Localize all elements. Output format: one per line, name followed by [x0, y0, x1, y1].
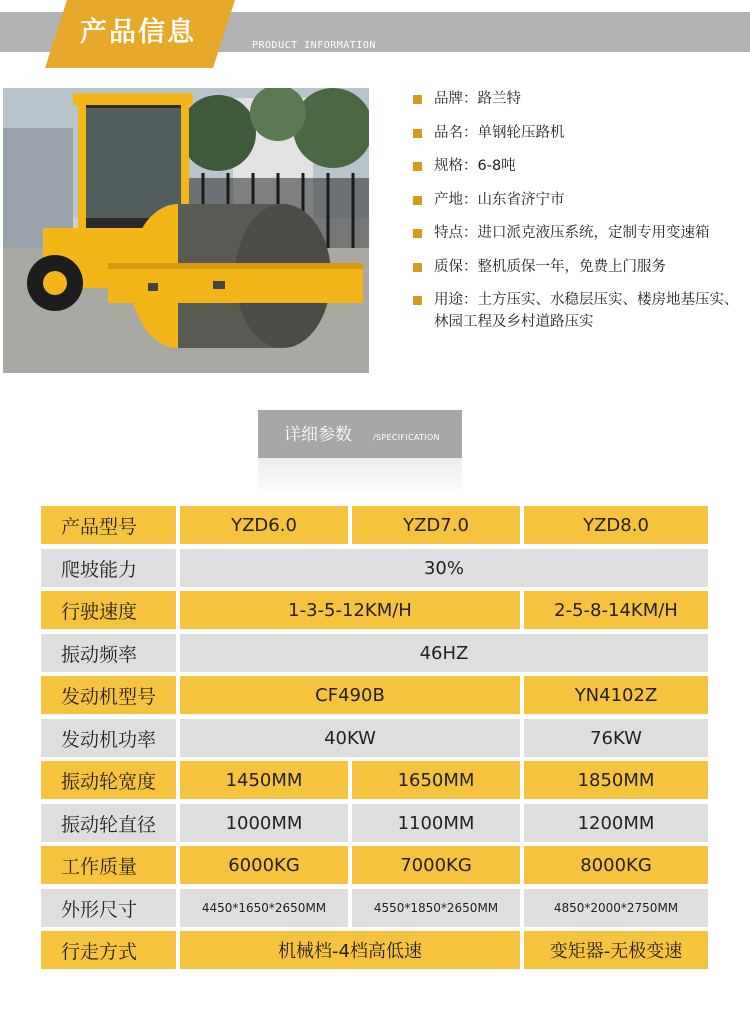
table-cell: YZD6.0 — [180, 506, 348, 544]
table-cell: 变矩器-无极变速 — [524, 931, 708, 969]
info-label: 品名： — [434, 124, 478, 141]
info-label: 规格： — [434, 158, 478, 174]
section-title: 详细参数 — [284, 425, 352, 445]
row-label: 振动轮宽度 — [41, 761, 176, 799]
info-product-name — [410, 122, 740, 144]
table-cell: 40KW — [180, 719, 520, 757]
table-cell: 6000KG — [180, 846, 348, 884]
table-cell: YZD7.0 — [352, 506, 520, 544]
table-cell: YZD8.0 — [524, 506, 708, 544]
header-subtitle: PRODUCT INFORMATION — [252, 40, 376, 51]
info-label: 质保： — [434, 258, 478, 275]
row-label: 爬坡能力 — [41, 549, 176, 587]
table-cell: 1000MM — [180, 804, 348, 842]
info-label: 品牌： — [434, 91, 478, 107]
row-label: 发动机型号 — [41, 676, 176, 714]
table-cell: 46HZ — [180, 634, 708, 672]
info-value: 6-8吨 — [477, 158, 516, 174]
product-info-list — [410, 88, 740, 345]
table-cell: 4550*1850*2650MM — [352, 889, 520, 927]
row-label: 外形尺寸 — [41, 889, 176, 927]
square-bullet-icon — [413, 95, 422, 104]
header-title: 产品信息 — [80, 17, 196, 48]
row-label: 工作质量 — [41, 846, 176, 884]
table-cell: 1450MM — [180, 761, 348, 799]
info-value: 山东省济宁市 — [477, 191, 565, 208]
row-label: 行驶速度 — [41, 591, 176, 629]
table-cell: 1650MM — [352, 761, 520, 799]
table-cell: 4450*1650*2650MM — [180, 889, 348, 927]
info-origin — [410, 189, 740, 211]
table-cell: 7000KG — [352, 846, 520, 884]
table-cell: 8000KG — [524, 846, 708, 884]
table-cell: 76KW — [524, 719, 708, 757]
row-label: 产品型号 — [41, 506, 176, 544]
info-label: 用途： — [434, 292, 478, 308]
row-label: 发动机功率 — [41, 719, 176, 757]
info-value: 单钢轮压路机 — [477, 124, 565, 141]
table-cell: 30% — [180, 549, 708, 587]
section-title-shadow — [258, 458, 462, 496]
table-cell: 2-5-8-14KM/H — [524, 591, 708, 629]
info-brand — [410, 88, 740, 110]
row-label: 振动轮直径 — [41, 804, 176, 842]
square-bullet-icon — [413, 196, 422, 205]
info-value: 路兰特 — [477, 91, 521, 107]
table-cell: 1100MM — [352, 804, 520, 842]
table-cell: 1-3-5-12KM/H — [180, 591, 520, 629]
table-cell: 机械档-4档高低速 — [180, 931, 520, 969]
row-label: 振动频率 — [41, 634, 176, 672]
info-features — [410, 222, 740, 244]
square-bullet-icon — [413, 162, 422, 171]
info-spec — [410, 155, 740, 177]
table-cell: CF490B — [180, 676, 520, 714]
info-value: 进口派克液压系统，定制专用变速箱 — [477, 225, 710, 241]
section-subtitle: /SPECIFICATION — [373, 433, 440, 442]
info-value: 土方压实、水稳层压实、楼房地基压实、林园工程及乡村道路压实 — [434, 292, 739, 330]
product-photo — [3, 88, 369, 373]
table-cell: YN4102Z — [524, 676, 708, 714]
info-warranty — [410, 256, 740, 278]
square-bullet-icon — [413, 296, 422, 305]
square-bullet-icon — [413, 229, 422, 238]
square-bullet-icon — [413, 263, 422, 272]
square-bullet-icon — [413, 129, 422, 138]
info-value: 整机质保一年，免费上门服务 — [477, 258, 666, 275]
info-usage — [410, 289, 740, 333]
row-label: 行走方式 — [41, 931, 176, 969]
table-cell: 1200MM — [524, 804, 708, 842]
table-cell: 4850*2000*2750MM — [524, 889, 708, 927]
info-label: 产地： — [434, 191, 478, 208]
info-label: 特点： — [434, 225, 478, 241]
table-cell: 1850MM — [524, 761, 708, 799]
